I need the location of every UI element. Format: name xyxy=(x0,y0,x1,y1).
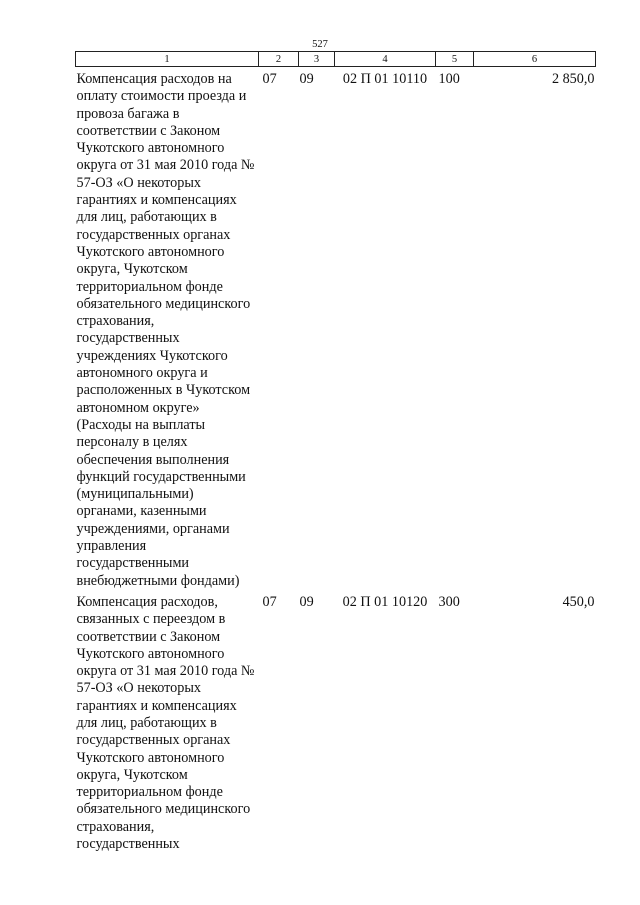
budget-table xyxy=(75,51,596,853)
header-row xyxy=(76,52,596,67)
row-section: 07 xyxy=(262,71,277,87)
table-row xyxy=(76,590,596,853)
row-name: Компенсация расходов, связанных с переездом в соответствии с Законом Чукотского автономного округа от 31 мая 2010 года № 57-ОЗ «О некоторых гарантиях и компенсациях для лиц, работающих в государственных органах Чукотского автономного округа, Чукотском территориальном фонде обязательного медицинского страхования, государственных xyxy=(76,593,255,853)
header-col-amount: 6 xyxy=(474,52,596,67)
row-subsection: 09 xyxy=(299,593,314,610)
row-exptype: 300 xyxy=(438,593,460,610)
header-col-subsection: 3 xyxy=(299,52,335,67)
header-col-section: 2 xyxy=(259,52,299,67)
table-body xyxy=(76,67,596,854)
table-header xyxy=(76,52,596,67)
row-target: 02 П 01 10110 xyxy=(342,71,428,87)
row-target: 02 П 01 10120 xyxy=(342,593,428,610)
row-name: Компенсация расходов на оплату стоимости проезда и провоза багажа в соответствии с Законом Чукотского автономного округа от 31 мая 2010 года № 57-ОЗ «О некоторых гарантиях и компенсациях для лиц, работающих в государственных органах Чукотского автономного округа, Чукотском территориальном фонде обязательного медицинского страхования, государственных учреждениях Чукотского автономного округа и расположенных в Чукотском автономном округе» (Расходы на выплаты персоналу в целях обеспечения выполнения функций государственными (муниципальными) органами, казенными учреждениями, органами управления государственными внебюджетными фондами) xyxy=(76,71,255,589)
row-exptype: 100 xyxy=(438,71,460,87)
header-col-exptype: 5 xyxy=(436,52,474,67)
row-amount: 450,0 xyxy=(562,593,595,610)
row-section: 07 xyxy=(262,593,277,610)
row-subsection: 09 xyxy=(299,71,314,87)
page-number: 527 xyxy=(312,39,328,50)
header-col-target: 4 xyxy=(335,52,436,67)
row-amount: 2 850,0 xyxy=(551,71,595,87)
header-col-name: 1 xyxy=(76,52,259,67)
table-row xyxy=(76,67,596,590)
